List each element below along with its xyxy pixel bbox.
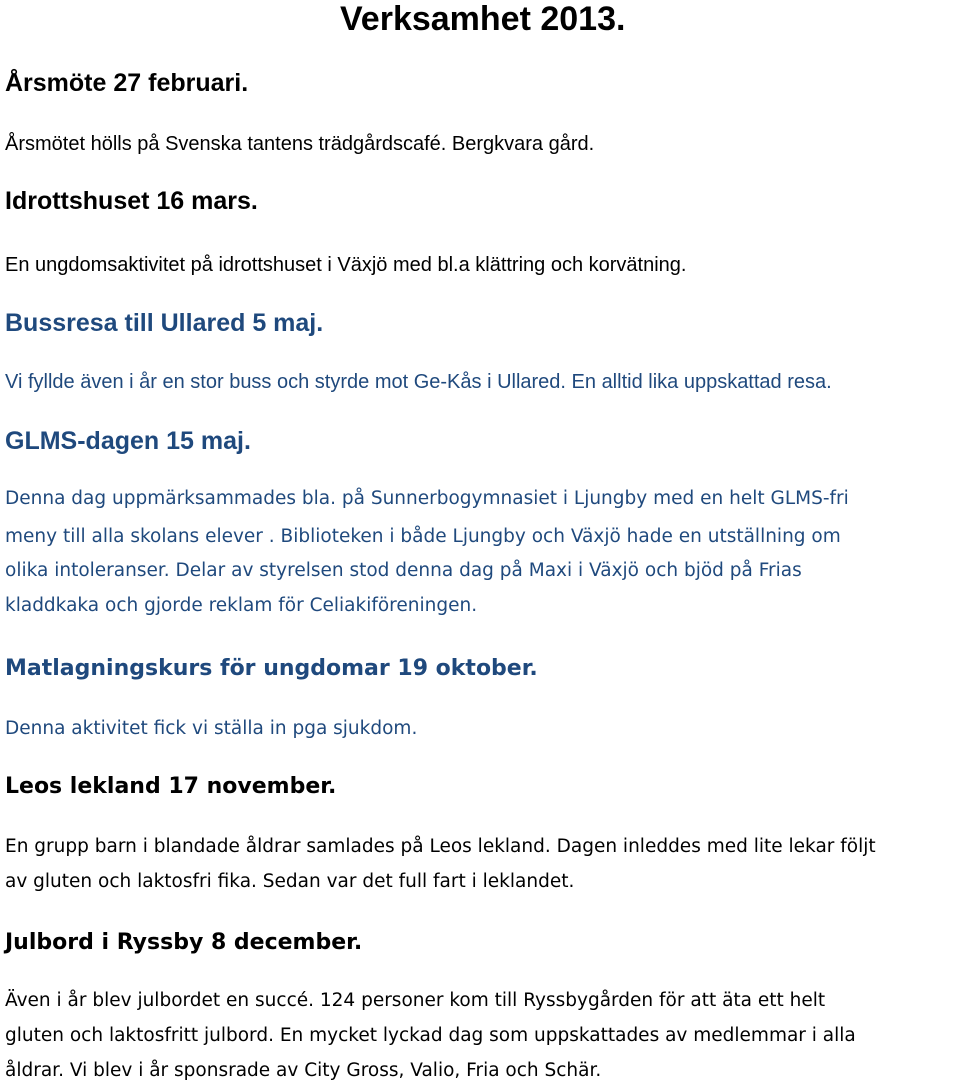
section-heading-bussresa: Bussresa till Ullared 5 maj.	[5, 309, 324, 337]
section-text-leos-lekland-line-2: av gluten och laktosfri fika. Sedan var det full fart i leklandet.	[5, 871, 575, 892]
section-heading-glms-dagen: GLMS-dagen 15 maj.	[5, 427, 251, 455]
section-text-matlagningskurs-line-1: Denna aktivitet fick vi ställa in pga sjukdom.	[5, 718, 418, 739]
section-text-glms-dagen-line-2: meny till alla skolans elever . Biblioteken i både Ljungby och Växjö hade en utställning om	[5, 526, 841, 547]
section-heading-matlagningskurs: Matlagningskurs för ungdomar 19 oktober.	[5, 656, 538, 681]
section-text-bussresa-line-1: Vi fyllde även i år en stor buss och styrde mot Ge-Kås i Ullared. En alltid lika uppskattad resa.	[5, 371, 832, 393]
section-text-glms-dagen-line-1: Denna dag uppmärksammades bla. på Sunnerbogymnasiet i Ljungby med en helt GLMS-fri	[5, 488, 849, 509]
section-heading-idrottshuset: Idrottshuset 16 mars.	[5, 187, 258, 215]
section-text-julbord-line-3: åldrar. Vi blev i år sponsrade av City Gross, Valio, Fria och Schär.	[5, 1060, 602, 1081]
section-heading-julbord: Julbord i Ryssby 8 december.	[5, 930, 363, 955]
section-text-arsmote-line-1: Årsmötet hölls på Svenska tantens trädgårdscafé. Bergkvara gård.	[5, 133, 595, 155]
page-title: Verksamhet 2013.	[340, 0, 626, 38]
section-text-leos-lekland-line-1: En grupp barn i blandade åldrar samlades på Leos lekland. Dagen inleddes med lite lekar följt	[5, 836, 876, 857]
section-heading-arsmote: Årsmöte 27 februari.	[5, 69, 249, 97]
section-text-idrottshuset-line-1: En ungdomsaktivitet på idrottshuset i Växjö med bl.a klättring och korvätning.	[5, 254, 687, 276]
section-heading-leos-lekland: Leos lekland 17 november.	[5, 774, 337, 799]
section-text-julbord-line-1: Även i år blev julbordet en succé. 124 personer kom till Ryssbygården för att äta ett helt	[5, 990, 826, 1011]
section-text-julbord-line-2: gluten och laktosfritt julbord. En mycket lyckad dag som uppskattades av medlemmar i alla	[5, 1025, 856, 1046]
section-text-glms-dagen-line-4: kladdkaka och gjorde reklam för Celiakiföreningen.	[5, 595, 478, 616]
section-text-glms-dagen-line-3: olika intoleranser. Delar av styrelsen stod denna dag på Maxi i Växjö och bjöd på Frias	[5, 560, 802, 581]
